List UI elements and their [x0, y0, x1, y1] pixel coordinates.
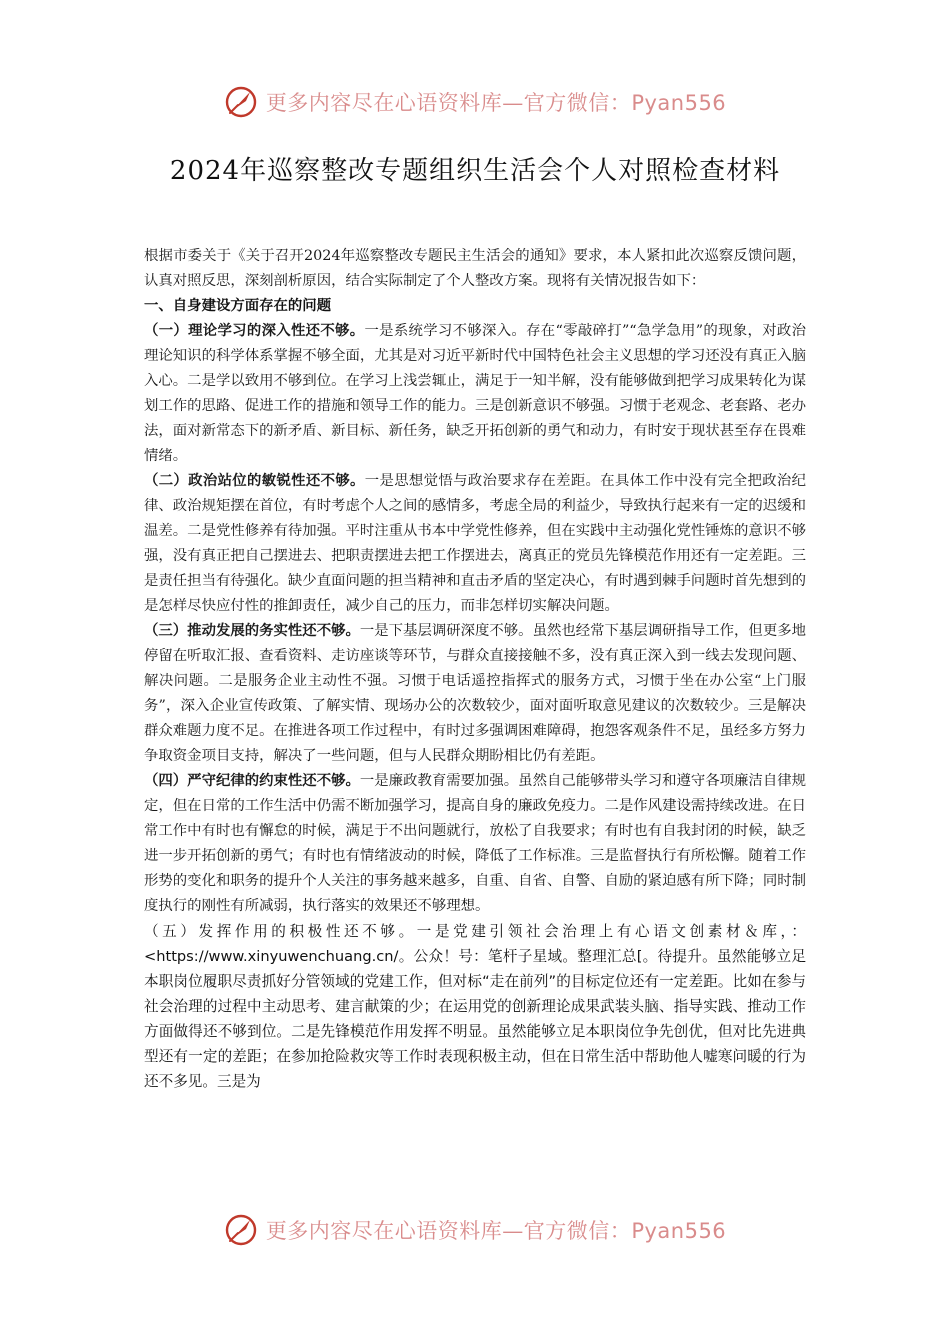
problem-item-heading: （五）发挥作用的积极性还不够。 — [144, 923, 417, 940]
document-body — [144, 244, 806, 1094]
quill-logo-icon — [224, 85, 258, 119]
wechat-id: Pyan556 — [631, 1219, 727, 1243]
problem-item-heading: （二）政治站位的敏锐性还不够。 — [144, 473, 365, 489]
document-title: 2024年巡察整改专题组织生活会个人对照检查材料 — [169, 156, 781, 186]
problem-item — [144, 619, 806, 769]
problem-item-body: 一是下基层调研深度不够。虽然也经常下基层调研指导工作，但更多地停留在听取汇报、查看资料、走访座谈等环节，与群众直接接触不多，没有真正深入到一线去发现问题、解决问题。二是服务企业主动性不强。习惯于电话遥控指挥式的服务方式，习惯于坐在办公室“上门服务”，深入企业宣传政策、了解实情、现场办公的次数较少，面对面听取意见建议的次数较少。三是解决群众难题力度不足。在推进各项工作过程中，有时过多强调困难障碍，抱怨客观条件不足，虽经多方努力争取资金项目支持，解决了一些问题，但与人民群众期盼相比仍有差距。 — [144, 623, 806, 764]
banner-text: 更多内容尽在心语资料库—官方微信：Pyan556 — [265, 1219, 727, 1243]
problem-item — [144, 469, 806, 619]
quill-logo-icon — [224, 1213, 258, 1247]
problem-item-body: 一是思想觉悟与政治要求存在差距。在具体工作中没有完全把政治纪律、政治规矩摆在首位，有时考虑个人之间的感情多，考虑全局的利益少，导致执行起来有一定的迟缓和温差。二是党性修养有待加强。平时注重从书本中学党性修养，但在实践中主动强化党性锤炼的意识不够强，没有真正把自己摆进去、把职责摆进去把工作摆进去，离真正的党员先锋模范作用还有一定差距。三是责任担当有待强化。缺少直面问题的担当精神和直击矛盾的坚定决心，有时遇到棘手问题时首先想到的是怎样尽快应付性的推卸责任，减少自己的压力，而非怎样切实解决问题。 — [144, 473, 806, 614]
problem-item-heading: （三）推动发展的务实性还不够。 — [144, 623, 360, 639]
problem-item-body: 一是系统学习不够深入。存在“零敲碎打”“急学急用”的现象，对政治理论知识的科学体系掌握不够全面，尤其是对习近平新时代中国特色社会主义思想的学习还没有真正入脑入心。二是学以致用不够到位。在学习上浅尝辄止，满足于一知半解，没有能够做到把学习成果转化为谋划工作的思路、促进工作的措施和领导工作的能力。三是创新意识不够强。习惯于老观念、老套路、老办法，面对新常态下的新矛盾、新目标、新任务，缺乏开拓创新的勇气和动力，有时安于现状甚至存在畏难情绪。 — [144, 323, 806, 464]
problem-item — [144, 919, 806, 1094]
promo-banner-bottom — [0, 1210, 950, 1250]
problem-item — [144, 319, 806, 469]
problem-item-body: 一是党建引领社会治理上有心语文创素材＆库，：<https://www.xinyuwenchuang.cn/。公众！号：笔杆子星域。整理汇总[。待提升。虽然能够立足本职岗位履职尽责抓好分管领域的党建工作，但对标“走在前列”的目标定位还有一定差距。比如在参与社会治理的过程中主动思考、建言献策的少；在运用党的创新理论成果武装头脑、指导实践、推动工作方面做得还不够到位。二是先锋模范作用发挥不明显。虽然能够立足本职岗位争先创优，但对比先进典型还有一定的差距；在参加抢险救灾等工作时表现积极主动，但在日常生活中帮助他人嘘寒问暖的行为还不多见。三是为 — [144, 923, 806, 1090]
section-heading: 一、自身建设方面存在的问题 — [144, 298, 332, 314]
problem-item-heading: （一）理论学习的深入性还不够。 — [144, 323, 365, 339]
wechat-id: Pyan556 — [631, 91, 727, 115]
problem-item-body: 一是廉政教育需要加强。虽然自己能够带头学习和遵守各项廉洁自律规定，但在日常的工作生活中仍需不断加强学习，提高自身的廉政免疫力。二是作风建设需持续改进。在日常工作中有时也有懈怠的时候，满足于不出问题就行，放松了自我要求；有时也有自我封闭的时候，缺乏进一步开拓创新的勇气；有时也有情绪波动的时候，降低了工作标准。三是监督执行有所松懈。随着工作形势的变化和职务的提升个人关注的事务越来越多，自重、自省、自警、自励的紧迫感有所下降；同时制度执行的刚性有所减弱，执行落实的效果还不够理想。 — [144, 773, 806, 914]
banner-text: 更多内容尽在心语资料库—官方微信：Pyan556 — [265, 91, 727, 115]
problem-item — [144, 769, 806, 919]
promo-banner-top — [0, 82, 950, 122]
problem-item-heading: （四）严守纪律的约束性还不够。 — [144, 773, 360, 789]
intro-paragraph: 根据市委关于《关于召开2024年巡察整改专题民主生活会的通知》要求，本人紧扣此次巡察反馈问题，认真对照反思，深刻剖析原因，结合实际制定了个人整改方案。现将有关情况报告如下： — [144, 248, 806, 289]
